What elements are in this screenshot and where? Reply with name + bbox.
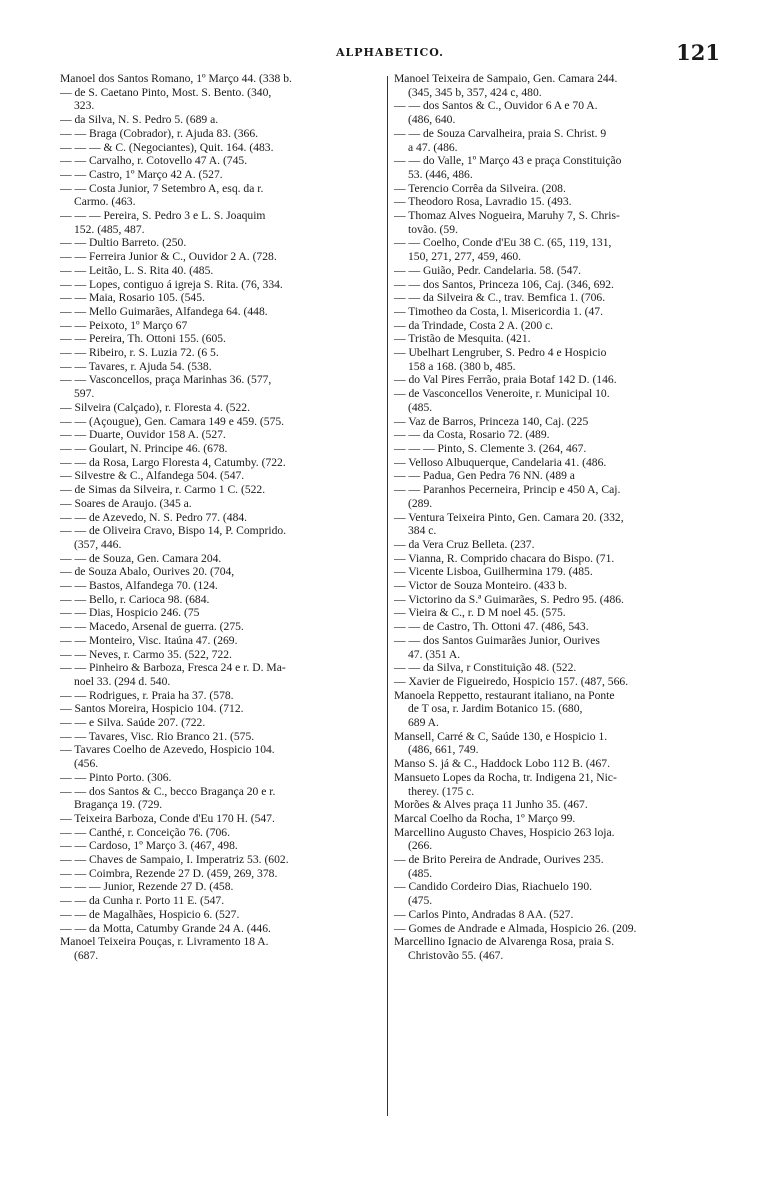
page-header	[60, 40, 720, 68]
directory-entry-line: — — — Pinto, S. Clemente 3. (264, 467.	[394, 441, 587, 455]
directory-entry-line: — — de Oliveira Cravo, Bispo 14, P. Comprido.	[60, 524, 287, 538]
directory-entry-line: Christovão 55. (467.	[408, 949, 504, 962]
directory-entry-line: — — de Souza Carvalheira, praia S. Christ. 9	[394, 126, 607, 140]
directory-entry-line: — Timotheo da Costa, l. Misericordia 1. (47.	[394, 304, 603, 318]
directory-entry-line: 689 A.	[408, 716, 439, 730]
directory-entry-line: tovão. (59.	[408, 222, 458, 236]
directory-entry-line: — de Souza Abalo, Ourives 20. (704,	[60, 565, 235, 579]
directory-entry-line: — Santos Moreira, Hospicio 104. (712.	[60, 702, 244, 716]
page-number: 121	[676, 40, 720, 65]
directory-entry-line: — — Lopes, contiguo á igreja S. Rita. (76, 334.	[60, 277, 283, 291]
directory-entry-line: 597.	[74, 387, 95, 401]
directory-entry-line: — Xavier de Figueiredo, Hospicio 157. (487, 566.	[394, 674, 629, 688]
directory-entry-line: 53. (446, 486.	[408, 167, 473, 181]
directory-entry-line: 323.	[74, 99, 95, 113]
directory-entry-line: (486, 640.	[408, 113, 456, 127]
directory-entry-line: — Candido Cordeiro Dias, Riachuelo 190.	[394, 880, 593, 894]
directory-entry-line: — Ventura Teixeira Pinto, Gen. Camara 20. (332,	[394, 510, 624, 524]
directory-entry-line: — — de Magalhães, Hospicio 6. (527.	[60, 907, 240, 921]
column-divider	[387, 76, 388, 1116]
directory-entry-line: (486, 661, 749.	[408, 743, 479, 757]
directory-entry-line: (357, 446.	[74, 537, 122, 551]
directory-entry-line: 158 a 168. (380 b, 485.	[408, 359, 516, 373]
directory-entry-line: — de Brito Pereira de Andrade, Ourives 235.	[394, 853, 604, 867]
directory-entry-line: — — Macedo, Arsenal de guerra. (275.	[60, 620, 244, 634]
directory-entry-line: — Vieira & C., r. D M noel 45. (575.	[394, 606, 566, 620]
directory-entry-line: — Silveira (Calçado), r. Floresta 4. (522.	[60, 400, 250, 414]
directory-entry-line: — Velloso Albuquerque, Candelaria 41. (486.	[394, 455, 607, 469]
directory-entry-line: — — Guião, Pedr. Candelaria. 58. (547.	[394, 263, 582, 277]
directory-entry-line: 47. (351 A.	[408, 647, 461, 661]
directory-entry-line: Marcal Coelho da Rocha, 1º Março 99.	[394, 811, 576, 825]
directory-entry-line: — — da Silveira & C., trav. Bemfica 1. (706.	[394, 291, 606, 305]
directory-entry-line: — — Peixoto, 1º Março 67	[60, 318, 188, 332]
directory-entry-line: — — dos Santos & C., becco Bragança 20 e r.	[60, 784, 276, 798]
directory-entry-line: (485.	[408, 400, 433, 414]
directory-entry-line: — — Neves, r. Carmo 35. (522, 722.	[60, 647, 232, 661]
directory-entry-line: Morões & Alves praça 11 Junho 35. (467.	[394, 798, 588, 812]
directory-entry-line: — Soares de Araujo. (345 a.	[60, 496, 192, 510]
directory-entry-line: (485.	[408, 866, 433, 880]
directory-entry-line: — — — Pereira, S. Pedro 3 e L. S. Joaquim	[60, 209, 266, 223]
directory-entry-line: Marcellino Ignacio de Alvarenga Rosa, praia S.	[394, 935, 615, 949]
directory-entry-line: Manoel dos Santos Romano, 1º Março 44. (338 b.	[60, 72, 292, 85]
directory-entry-line: — Vianna, R. Comprido chacara do Bispo. (71.	[394, 551, 615, 565]
directory-entry-line: — — de Souza, Gen. Camara 204.	[60, 551, 222, 565]
directory-entry-line: noel 33. (294 d. 540.	[74, 674, 171, 688]
directory-entry-line: — — Bastos, Alfandega 70. (124.	[60, 579, 218, 593]
directory-entry-line: — — dos Santos Guimarães Junior, Ourives	[394, 633, 600, 647]
directory-entry-line: — — Padua, Gen Pedra 76 NN. (489 a	[394, 469, 575, 483]
directory-entry-line: — Vaz de Barros, Princeza 140, Caj. (225	[394, 414, 589, 428]
directory-entry-line: — Teixeira Barboza, Conde d'Eu 170 H. (547.	[60, 811, 275, 825]
directory-entry-line: — — Carvalho, r. Cotovello 47 A. (745.	[60, 154, 248, 168]
directory-entry-line: — — dos Santos & C., Ouvidor 6 A e 70 A.	[394, 99, 598, 113]
directory-entry-line: (687.	[74, 949, 99, 962]
directory-entry-line: — — de Azevedo, N. S. Pedro 77. (484.	[60, 510, 248, 524]
directory-entry-line: — da Trindade, Costa 2 A. (200 c.	[394, 318, 554, 332]
directory-entry-line: Bragança 19. (729.	[74, 798, 163, 812]
directory-entry-line: — de Vasconcellos Veneroite, r. Municipal 10.	[394, 387, 610, 401]
directory-entry-line: — Terencio Corrêa da Silveira. (208.	[394, 181, 566, 195]
directory-entry-line: (266.	[408, 839, 433, 853]
directory-entry-line: Mansell, Carré & C, Saúde 130, e Hospicio 1.	[394, 729, 608, 743]
directory-entry-line: — Vicente Lisboa, Guilhermina 179. (485.	[394, 565, 593, 579]
directory-entry-line: — — da Rosa, Largo Floresta 4, Catumby. (722.	[60, 455, 286, 469]
left-column	[60, 72, 382, 963]
directory-entry-line: Marcellino Augusto Chaves, Hospicio 263 loja.	[394, 825, 615, 839]
directory-entry-line: Manso S. já & C., Haddock Lobo 112 B. (467.	[394, 757, 610, 771]
directory-entry-line: — — Braga (Cobrador), r. Ajuda 83. (366.	[60, 126, 259, 140]
directory-entry-line: — — Costa Junior, 7 Setembro A, esq. da r.	[60, 181, 264, 195]
directory-entry-line: therey. (175 c.	[408, 784, 475, 798]
directory-entry-line: — — de Castro, Th. Ottoni 47. (486, 543.	[394, 620, 589, 634]
directory-entry-line: — — Chaves de Sampaio, I. Imperatriz 53. (602.	[60, 853, 289, 867]
directory-entry-line: — — Bello, r. Carioca 98. (684.	[60, 592, 210, 606]
directory-entry-line: — — Canthé, r. Conceição 76. (706.	[60, 825, 231, 839]
page-title: ALPHABETICO.	[335, 46, 444, 59]
directory-entry-line: — — Paranhos Pecerneira, Princip e 450 A, Caj.	[394, 483, 621, 497]
directory-entry-line: — Ubelhart Lengruber, S. Pedro 4 e Hospicio	[394, 346, 607, 360]
directory-entry-line: de T osa, r. Jardim Botanico 15. (680,	[408, 702, 583, 716]
directory-entry-line: (456.	[74, 757, 99, 771]
directory-entry-line: Carmo. (463.	[74, 195, 136, 209]
directory-entry-line: — Silvestre & C., Alfandega 504. (547.	[60, 469, 245, 483]
directory-entry-line: — Carlos Pinto, Andradas 8 AA. (527.	[394, 907, 574, 921]
directory-entry-line: Mansueto Lopes da Rocha, tr. Indigena 21, Nic-	[394, 770, 617, 784]
directory-entry-line: — — — & C. (Negociantes), Quit. 164. (483.	[60, 140, 274, 154]
directory-entry-line: — da Silva, N. S. Pedro 5. (689 a.	[60, 113, 219, 127]
directory-entry-line: — — Monteiro, Visc. Itaúna 47. (269.	[60, 633, 238, 647]
directory-entry-line: — — Rodrigues, r. Praia ha 37. (578.	[60, 688, 234, 702]
directory-entry-line: — — Goulart, N. Principe 46. (678.	[60, 441, 228, 455]
directory-entry-line: — Tavares Coelho de Azevedo, Hospicio 104.	[60, 743, 275, 757]
directory-entry-line: — — do Valle, 1º Março 43 e praça Constituição	[394, 154, 622, 168]
directory-entry-line: — Tristão de Mesquita. (421.	[394, 332, 531, 346]
directory-entry-line: — — (Açougue), Gen. Camara 149 e 459. (575.	[60, 414, 285, 428]
directory-entry-line: — Thomaz Alves Nogueira, Maruhy 7, S. Chris-	[394, 209, 620, 223]
directory-entry-line: — Victor de Souza Monteiro. (433 b.	[394, 579, 567, 593]
directory-entry-line: — Gomes de Andrade e Almada, Hospicio 26. (209.	[394, 921, 637, 935]
directory-entry-line: — — Leitão, L. S. Rita 40. (485.	[60, 263, 214, 277]
directory-entry-line: — — Pereira, Th. Ottoni 155. (605.	[60, 332, 226, 346]
directory-entry-line: — — Coelho, Conde d'Eu 38 C. (65, 119, 131,	[394, 236, 612, 250]
directory-entry-line: — — Ferreira Junior & C., Ouvidor 2 A. (728.	[60, 250, 277, 264]
directory-entry-line: — — Pinto Porto. (306.	[60, 770, 172, 784]
directory-entry-line: — — Pinheiro & Barboza, Fresca 24 e r. D. Ma-	[60, 661, 286, 675]
directory-entry-line: — de Simas da Silveira, r. Carmo 1 C. (522.	[60, 483, 266, 497]
directory-entry-line: — — e Silva. Saúde 207. (722.	[60, 716, 206, 730]
directory-entry-line: — — da Silva, r Constituição 48. (522.	[394, 661, 577, 675]
directory-entry-line: — de S. Caetano Pinto, Most. S. Bento. (340,	[60, 85, 272, 99]
directory-entry-line: 384 c.	[408, 524, 437, 538]
directory-entry-line: — — Tavares, Visc. Rio Branco 21. (575.	[60, 729, 255, 743]
directory-entry-line: — Victorino da S.ª Guimarães, S. Pedro 95. (486.	[394, 592, 624, 606]
directory-entry-line: Manoel Teixeira de Sampaio, Gen. Camara 244.	[394, 72, 618, 85]
directory-entry-line: — — Dias, Hospicio 246. (75	[60, 606, 200, 620]
directory-entry-line: — — Duarte, Ouvidor 158 A. (527.	[60, 428, 226, 442]
directory-entry-line: — — da Motta, Catumby Grande 24 A. (446.	[60, 921, 271, 935]
directory-entry-line: — Theodoro Rosa, Lavradio 15. (493.	[394, 195, 572, 209]
directory-entry-line: 152. (485, 487.	[74, 222, 145, 236]
directory-entry-line: 150, 271, 277, 459, 460.	[408, 250, 522, 264]
directory-entry-line: — — Castro, 1º Março 42 A. (527.	[60, 167, 223, 181]
directory-entry-line: — da Vera Cruz Belleta. (237.	[394, 537, 535, 551]
directory-entry-line: — — Vasconcellos, praça Marinhas 36. (577,	[60, 373, 272, 387]
directory-entry-line: — — da Costa, Rosario 72. (489.	[394, 428, 550, 442]
directory-entry-line: — — Mello Guimarães, Alfandega 64. (448.	[60, 304, 268, 318]
directory-entry-line: Manoel Teixeira Pouças, r. Livramento 18 A.	[60, 935, 269, 949]
directory-entry-line: a 47. (486.	[408, 140, 458, 154]
directory-entry-line: — — — Junior, Rezende 27 D. (458.	[60, 880, 234, 894]
directory-entry-line: — — Maia, Rosario 105. (545.	[60, 291, 205, 305]
directory-entry-line: — — Cardoso, 1º Março 3. (467, 498.	[60, 839, 238, 853]
directory-entry-line: (289.	[408, 496, 433, 510]
directory-entry-line: — — Dultio Barreto. (250.	[60, 236, 187, 250]
directory-entry-line: — — dos Santos, Princeza 106, Caj. (346, 692.	[394, 277, 614, 291]
directory-entry-line: Manoela Reppetto, restaurant italiano, na Ponte	[394, 688, 615, 702]
directory-entry-line: — — Coimbra, Rezende 27 D. (459, 269, 378.	[60, 866, 278, 880]
right-column	[394, 72, 716, 963]
directory-entry-line: — do Val Pires Ferrão, praia Botaf 142 D. (146.	[394, 373, 617, 387]
directory-entry-line: — — Ribeiro, r. S. Luzia 72. (6 5.	[60, 346, 219, 360]
directory-entry-line: (345, 345 b, 357, 424 c, 480.	[408, 85, 542, 99]
directory-entry-line: — — Tavares, r. Ajuda 54. (538.	[60, 359, 212, 373]
directory-entry-line: (475.	[408, 894, 433, 908]
directory-entry-line: — — da Cunha r. Porto 11 E. (547.	[60, 894, 225, 908]
